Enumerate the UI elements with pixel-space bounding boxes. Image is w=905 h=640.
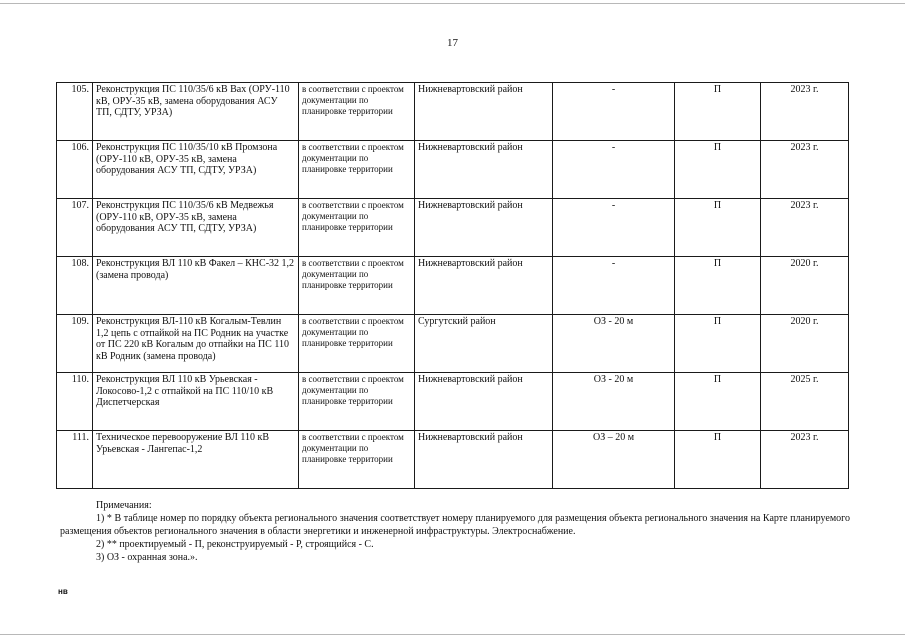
table-row (57, 315, 849, 373)
protection-zone: ОЗ – 20 м (553, 431, 675, 489)
protection-zone: ОЗ - 20 м (553, 373, 675, 431)
status: П (675, 431, 761, 489)
row-number: 107. (57, 199, 93, 257)
note-3: 3) ОЗ - охранная зона.». (96, 552, 198, 563)
protection-zone: - (553, 257, 675, 315)
year: 2025 г. (761, 373, 849, 431)
note-1: 1) * В таблице номер по порядку объекта регионального значения соответствует номеру планируемого для размещения объекта регионального значения на Карте планируемого размещения объектов регионального значения в области энергетики и инженерной инфраструктуры. Электроснабжение. (60, 513, 850, 537)
status: П (675, 257, 761, 315)
protection-zone: ОЗ - 20 м (553, 315, 675, 373)
object-name: Реконструкция ВЛ-110 кВ Когалым-Тевлин 1,2 цепь с отпайкой на ПС Родник на участке от ПС 220 кВ Когалым до отпайки на ПС 110 кВ Родник (замена провода) (93, 315, 299, 373)
notes (60, 499, 850, 564)
district: Нижневартовский район (415, 83, 553, 141)
protection-zone: - (553, 141, 675, 199)
row-number: 105. (57, 83, 93, 141)
scan-edge-bottom (0, 634, 905, 635)
year: 2020 г. (761, 315, 849, 373)
status: П (675, 315, 761, 373)
table-row (57, 141, 849, 199)
table-row (57, 373, 849, 431)
year: 2023 г. (761, 431, 849, 489)
district: Нижневартовский район (415, 373, 553, 431)
table-row (57, 431, 849, 489)
table-row (57, 83, 849, 141)
row-number: 111. (57, 431, 93, 489)
protection-zone: - (553, 83, 675, 141)
district: Нижневартовский район (415, 141, 553, 199)
table-row (57, 199, 849, 257)
basis: в соответствии с проектом документации по планировке территории (299, 83, 415, 141)
objects-table (56, 82, 849, 489)
object-name: Реконструкция ПС 110/35/6 кВ Медвежья (ОРУ-110 кВ, ОРУ-35 кВ, замена оборудования АСУ ТП, СДТУ, УРЗА) (93, 199, 299, 257)
basis: в соответствии с проектом документации по планировке территории (299, 315, 415, 373)
basis: в соответствии с проектом документации по планировке территории (299, 431, 415, 489)
year: 2023 г. (761, 199, 849, 257)
corner-mark: нв (58, 587, 68, 596)
basis: в соответствии с проектом документации по планировке территории (299, 373, 415, 431)
object-name: Техническое перевооружение ВЛ 110 кВ Урьевская - Лангепас-1,2 (93, 431, 299, 489)
year: 2023 г. (761, 141, 849, 199)
basis: в соответствии с проектом документации по планировке территории (299, 141, 415, 199)
object-name: Реконструкция ПС 110/35/10 кВ Промзона (ОРУ-110 кВ, ОРУ-35 кВ, замена оборудования АСУ ТП, СДТУ, УРЗА) (93, 141, 299, 199)
district: Нижневартовский район (415, 431, 553, 489)
year: 2023 г. (761, 83, 849, 141)
row-number: 110. (57, 373, 93, 431)
district: Нижневартовский район (415, 199, 553, 257)
year: 2020 г. (761, 257, 849, 315)
basis: в соответствии с проектом документации по планировке территории (299, 257, 415, 315)
status: П (675, 83, 761, 141)
row-number: 108. (57, 257, 93, 315)
protection-zone: - (553, 199, 675, 257)
scan-edge-top (0, 3, 905, 4)
basis: в соответствии с проектом документации по планировке территории (299, 199, 415, 257)
notes-heading: Примечания: (96, 500, 152, 511)
note-2: 2) ** проектируемый - П, реконструируемый - Р, строящийся - С. (96, 539, 374, 550)
table-row (57, 257, 849, 315)
object-name: Реконструкция ПС 110/35/6 кВ Вах (ОРУ-110 кВ, ОРУ-35 кВ, замена оборудования АСУ ТП, СДТУ, УРЗА) (93, 83, 299, 141)
status: П (675, 373, 761, 431)
row-number: 109. (57, 315, 93, 373)
object-name: Реконструкция ВЛ 110 кВ Факел – КНС-32 1,2 (замена провода) (93, 257, 299, 315)
status: П (675, 141, 761, 199)
district: Сургутский район (415, 315, 553, 373)
object-name: Реконструкция ВЛ 110 кВ Урьевская - Локосово-1,2 с отпайкой на ПС 110/10 кВ Диспетчерская (93, 373, 299, 431)
page-number: 17 (447, 37, 458, 49)
district: Нижневартовский район (415, 257, 553, 315)
row-number: 106. (57, 141, 93, 199)
status: П (675, 199, 761, 257)
